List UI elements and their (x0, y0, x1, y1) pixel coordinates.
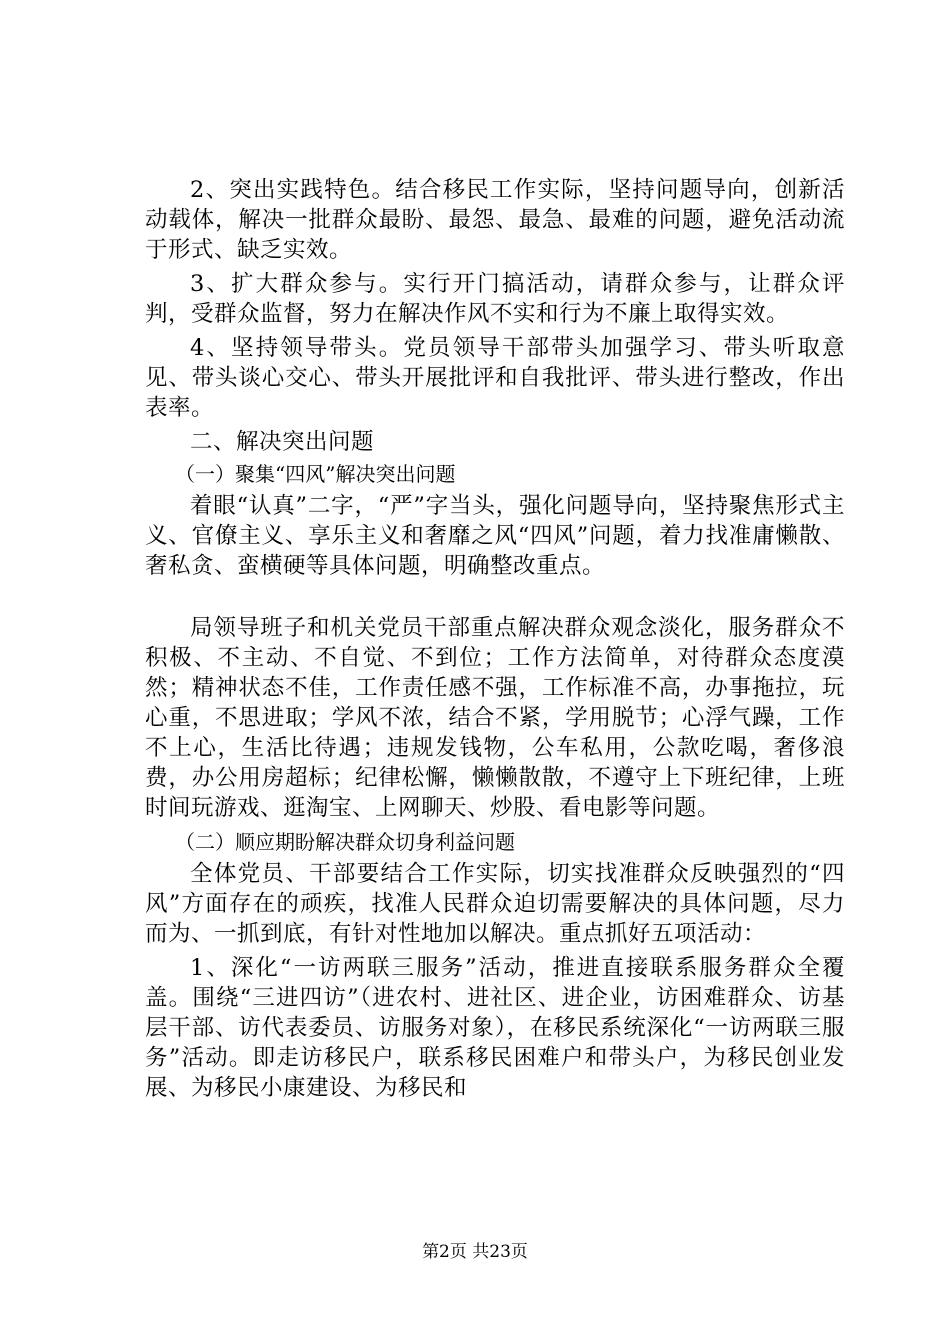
subsection-heading-four-winds: （一）聚集“四风”解决突出问题 (175, 462, 456, 486)
paragraph-all-members: 全体党员、干部要结合工作实际，切实找准群众反映强烈的“四风”方面存在的顽疾，找准人民群众迫切需要解决的具体问题，尽力而为、一抓到底，有针对性地加以解决。重点抓好五项活动： (145, 861, 845, 947)
paragraph-one-visit-activity: 1、深化“一访两联三服务”活动，推进直接联系服务群众全覆盖。围绕“三进四访”（进农村、进社区、进企业，访困难群众、访基层干部、访代表委员、访服务对象），在移民系统深化“一访两联三服务”活动。即走访移民户，联系移民困难户和带头户，为移民创业发展、为移民小康建设、为移民和 (145, 955, 845, 1101)
paragraph-leadership-example: 4、坚持领导带头。党员领导干部带头加强学习、带头听取意见、带头谈心交心、带头开展批评和自我批评、带头进行整改，作出表率。 (145, 335, 845, 421)
paragraph-focus-four-winds: 着眼“认真”二字，“严”字当头，强化问题导向，坚持聚焦形式主义、官僚主义、享乐主义和奢靡之风“四风”问题，着力找准庸懒散、奢私贪、蛮横硬等具体问题，明确整改重点。 (145, 493, 845, 579)
paragraph-practice-feature: 2、突出实践特色。结合移民工作实际，坚持问题导向，创新活动载体，解决一批群众最盼、最怨、最急、最难的问题，避免活动流于形式、缺乏实效。 (145, 177, 845, 263)
section-heading-solve-problems: 二、解决突出问题 (190, 429, 375, 455)
page-footer: 第2页 共23页 (422, 1242, 528, 1262)
document-body (145, 175, 845, 1107)
paragraph-public-participation: 3、扩大群众参与。实行开门搞活动，请群众参与，让群众评判，受群众监督，努力在解决作风不实和行为不廉上取得实效。 (145, 271, 845, 327)
subsection-heading-public-interest: （二）顺应期盼解决群众切身利益问题 (175, 830, 515, 854)
paragraph-bureau-leadership-issues: 局领导班子和机关党员干部重点解决群众观念淡化，服务群众不积极、不主动、不自觉、不到位；工作方法简单，对待群众态度漠然；精神状态不佳，工作责任感不强，工作标准不高，办事拖拉，玩心重，不思进取；学风不浓，结合不紧，学用脱节；心浮气躁，工作不上心，生活比待遇；违规发钱物，公车私用，公款吃喝，奢侈浪费，办公用房超标；纪律松懈，懒懒散散，不遵守上下班纪律，上班时间玩游戏、逛淘宝、上网聊天、炒股、看电影等问题。 (145, 615, 845, 821)
